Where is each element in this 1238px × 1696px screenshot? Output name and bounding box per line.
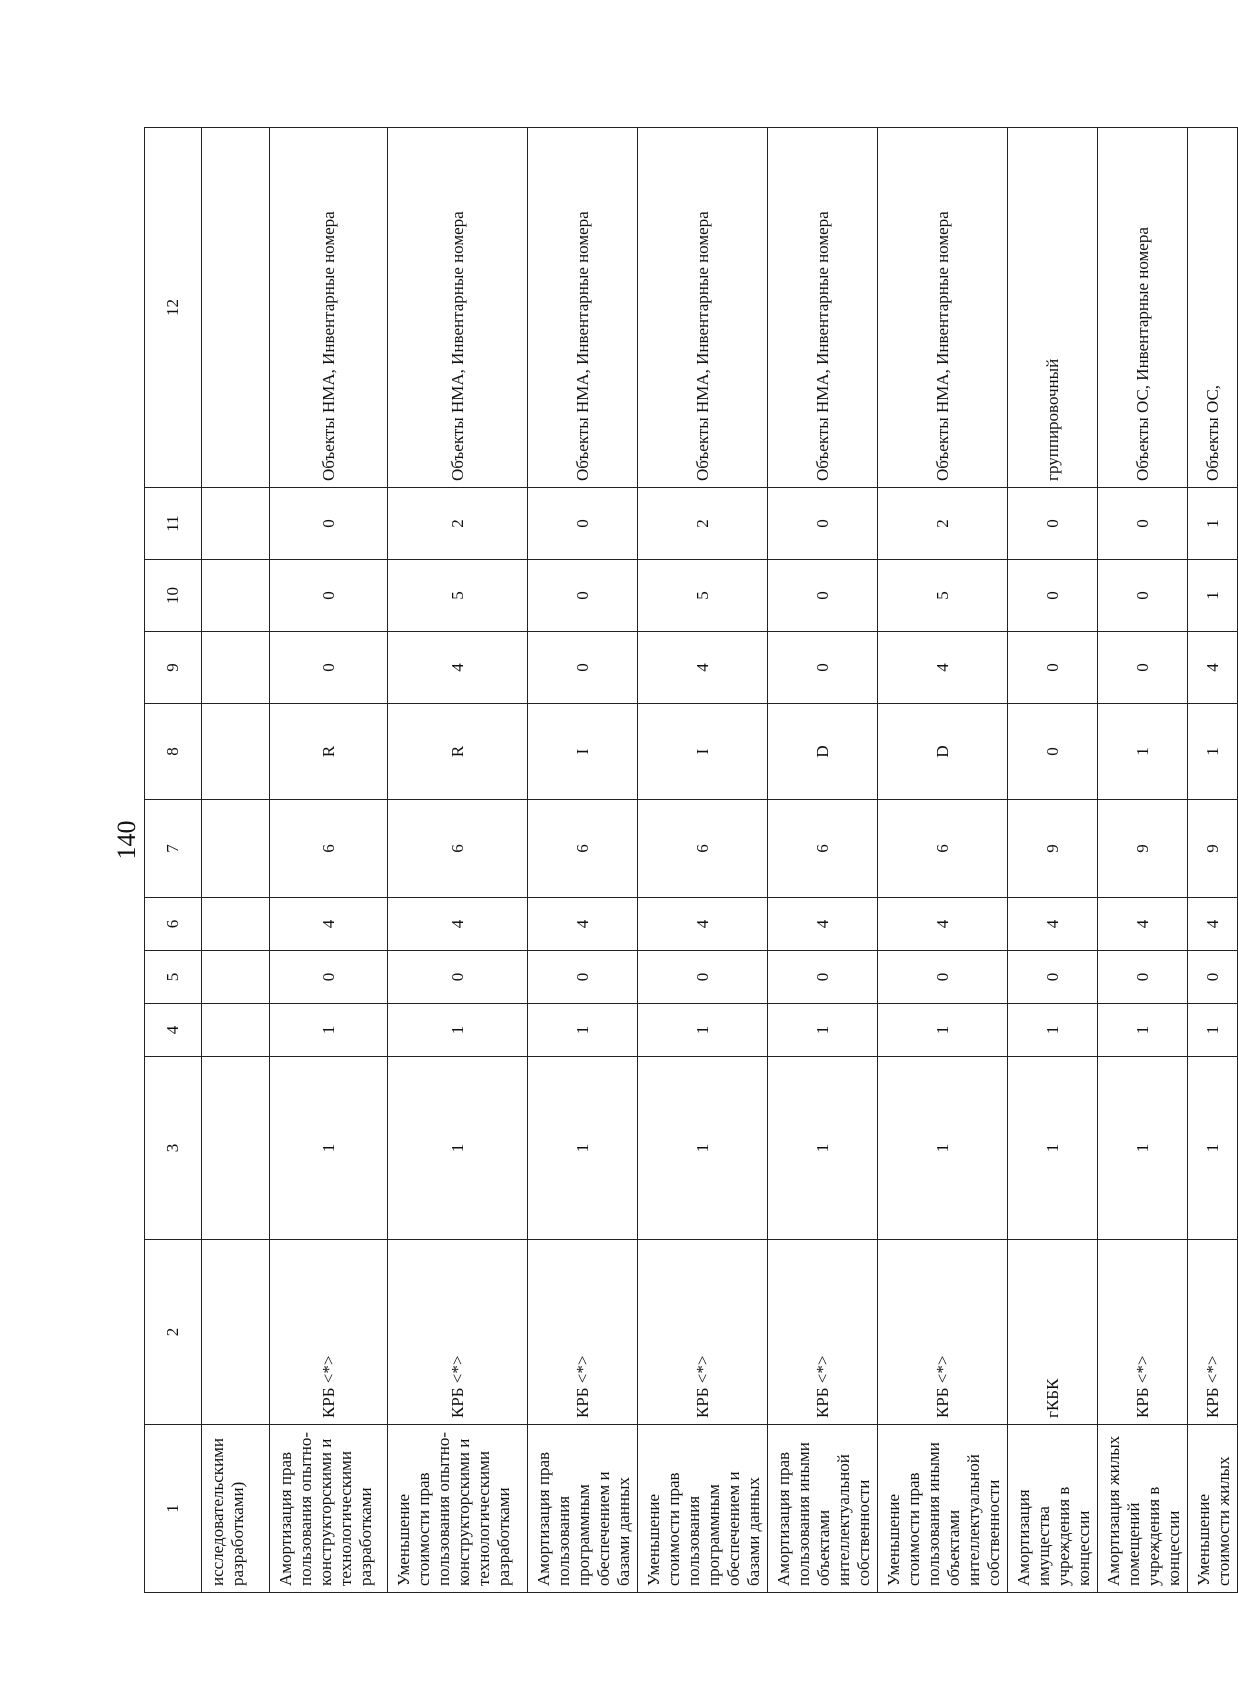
cell: 4 bbox=[270, 898, 388, 951]
cell: Объекты НМА, Инвентарные номера bbox=[388, 128, 528, 488]
cell bbox=[202, 951, 270, 1004]
cell: 0 bbox=[388, 951, 528, 1004]
cell: 1 bbox=[528, 1057, 638, 1240]
cell bbox=[202, 704, 270, 800]
cell: КРБ <*> bbox=[768, 1240, 878, 1425]
cell: КРБ <*> bbox=[638, 1240, 768, 1425]
cell bbox=[202, 898, 270, 951]
cell: 4 bbox=[638, 632, 768, 704]
cell: 4 bbox=[388, 632, 528, 704]
table-row bbox=[1098, 128, 1188, 1593]
cell: гКБК bbox=[1008, 1240, 1098, 1425]
cell: 6 bbox=[388, 800, 528, 898]
table-row bbox=[1188, 128, 1238, 1593]
cell: 1 bbox=[1188, 488, 1238, 560]
cell: 0 bbox=[1008, 704, 1098, 800]
table-row bbox=[528, 128, 638, 1593]
cell bbox=[202, 488, 270, 560]
cell: 4 bbox=[638, 898, 768, 951]
cell bbox=[202, 128, 270, 488]
table-row bbox=[878, 128, 1008, 1593]
cell: Объекты ОС, Инвентарные номера bbox=[1098, 128, 1188, 488]
cell: 0 bbox=[1188, 951, 1238, 1004]
cell: 4 bbox=[1098, 898, 1188, 951]
cell: 9 bbox=[1188, 800, 1238, 898]
cell bbox=[202, 1240, 270, 1425]
cell: 5 bbox=[388, 560, 528, 632]
column-number: 11 bbox=[145, 488, 202, 560]
cell: 0 bbox=[270, 632, 388, 704]
cell: 4 bbox=[1188, 898, 1238, 951]
column-number: 7 bbox=[145, 800, 202, 898]
cell: Объекты НМА, Инвентарные номера bbox=[528, 128, 638, 488]
row-name: Уменьшение стоимости прав пользования программным обеспечением и базами данных bbox=[638, 1425, 768, 1593]
cell: 1 bbox=[1188, 560, 1238, 632]
row-name: Уменьшение стоимости прав пользования иными объектами интеллектуальной собственности bbox=[878, 1425, 1008, 1593]
column-number: 4 bbox=[145, 1004, 202, 1057]
cell: 0 bbox=[1008, 951, 1098, 1004]
cell bbox=[202, 800, 270, 898]
cell: 0 bbox=[528, 488, 638, 560]
cell: 1 bbox=[1188, 704, 1238, 800]
row-name: Амортизация имущества учреждения в концессии bbox=[1008, 1425, 1098, 1593]
cell: 4 bbox=[1188, 632, 1238, 704]
cell: 0 bbox=[878, 951, 1008, 1004]
table-row bbox=[1008, 128, 1098, 1593]
cell: 1 bbox=[1008, 1004, 1098, 1057]
cell: D bbox=[768, 704, 878, 800]
cell: 0 bbox=[270, 951, 388, 1004]
cell: 4 bbox=[768, 898, 878, 951]
cell: 9 bbox=[1008, 800, 1098, 898]
cell: 1 bbox=[878, 1057, 1008, 1240]
cell: 0 bbox=[1008, 488, 1098, 560]
table-row bbox=[388, 128, 528, 1593]
cell: 1 bbox=[638, 1004, 768, 1057]
cell: КРБ <*> bbox=[1188, 1240, 1238, 1425]
cell: 6 bbox=[638, 800, 768, 898]
cell bbox=[202, 1057, 270, 1240]
cell: 1 bbox=[388, 1004, 528, 1057]
cell: 0 bbox=[768, 951, 878, 1004]
cell: 6 bbox=[878, 800, 1008, 898]
header-row bbox=[145, 128, 202, 1593]
cell: 0 bbox=[528, 632, 638, 704]
row-name: Амортизация прав пользования иными объектами интеллектуальной собственности bbox=[768, 1425, 878, 1593]
cell: группировочный bbox=[1008, 128, 1098, 488]
column-number: 8 bbox=[145, 704, 202, 800]
cell: 1 bbox=[1188, 1004, 1238, 1057]
cell: 1 bbox=[638, 1057, 768, 1240]
cell: Объекты НМА, Инвентарные номера bbox=[270, 128, 388, 488]
cell: 9 bbox=[1098, 800, 1188, 898]
cell: Объекты НМА, Инвентарные номера bbox=[638, 128, 768, 488]
cell: 1 bbox=[270, 1057, 388, 1240]
cell: 6 bbox=[768, 800, 878, 898]
cell: 4 bbox=[388, 898, 528, 951]
cell: 2 bbox=[878, 488, 1008, 560]
cell: I bbox=[528, 704, 638, 800]
accounting-table bbox=[144, 127, 1238, 1593]
cell: 1 bbox=[1098, 1057, 1188, 1240]
cell: Объекты НМА, Инвентарные номера bbox=[768, 128, 878, 488]
row-name: Амортизация жилых помещений учреждения в концессии bbox=[1098, 1425, 1188, 1593]
row-name: Амортизация прав пользования программным обеспечением и базами данных bbox=[528, 1425, 638, 1593]
cell: 4 bbox=[528, 898, 638, 951]
cell: КРБ <*> bbox=[1098, 1240, 1188, 1425]
cell: 0 bbox=[528, 951, 638, 1004]
cell: 0 bbox=[270, 560, 388, 632]
cell: 0 bbox=[1098, 560, 1188, 632]
cell: 4 bbox=[878, 632, 1008, 704]
cell: R bbox=[388, 704, 528, 800]
cell: 5 bbox=[638, 560, 768, 632]
cell bbox=[202, 632, 270, 704]
cell: 0 bbox=[638, 951, 768, 1004]
cell: 1 bbox=[1008, 1057, 1098, 1240]
cell: 0 bbox=[1008, 632, 1098, 704]
cell: 2 bbox=[638, 488, 768, 560]
cell: КРБ <*> bbox=[878, 1240, 1008, 1425]
row-name: Уменьшение стоимости прав пользования опытно-конструкторскими и технологическими разработками bbox=[388, 1425, 528, 1593]
column-number: 9 bbox=[145, 632, 202, 704]
cell: 4 bbox=[878, 898, 1008, 951]
cell: 5 bbox=[878, 560, 1008, 632]
cell: 6 bbox=[528, 800, 638, 898]
cell: КРБ <*> bbox=[270, 1240, 388, 1425]
column-number: 10 bbox=[145, 560, 202, 632]
cell: 1 bbox=[388, 1057, 528, 1240]
cell: 4 bbox=[1008, 898, 1098, 951]
table-row bbox=[202, 128, 270, 1593]
cell bbox=[202, 1004, 270, 1057]
column-number: 6 bbox=[145, 898, 202, 951]
column-number: 5 bbox=[145, 951, 202, 1004]
cell: 0 bbox=[1098, 951, 1188, 1004]
cell: D bbox=[878, 704, 1008, 800]
row-name: Амортизация прав пользования опытно-конструкторскими и технологическими разработками bbox=[270, 1425, 388, 1593]
cell: 1 bbox=[270, 1004, 388, 1057]
row-name: исследовательскими разработками) bbox=[202, 1425, 270, 1593]
column-number: 1 bbox=[145, 1425, 202, 1593]
cell: Объекты ОС, bbox=[1188, 128, 1238, 488]
cell: 1 bbox=[1098, 1004, 1188, 1057]
cell: 0 bbox=[528, 560, 638, 632]
cell: КРБ <*> bbox=[528, 1240, 638, 1425]
cell: R bbox=[270, 704, 388, 800]
cell: 2 bbox=[388, 488, 528, 560]
table-row bbox=[270, 128, 388, 1593]
cell: 1 bbox=[768, 1057, 878, 1240]
column-number: 3 bbox=[145, 1057, 202, 1240]
row-name: Уменьшение стоимости жилых bbox=[1188, 1425, 1238, 1593]
cell: 0 bbox=[1008, 560, 1098, 632]
column-number: 2 bbox=[145, 1240, 202, 1425]
cell: 1 bbox=[768, 1004, 878, 1057]
cell: 0 bbox=[1098, 632, 1188, 704]
cell: 0 bbox=[768, 488, 878, 560]
page-number: 140 bbox=[112, 820, 141, 860]
cell: 6 bbox=[270, 800, 388, 898]
cell: Объекты НМА, Инвентарные номера bbox=[878, 128, 1008, 488]
cell: 0 bbox=[270, 488, 388, 560]
cell: 1 bbox=[528, 1004, 638, 1057]
table-row bbox=[638, 128, 768, 1593]
rotated-table-wrapper bbox=[144, 128, 1233, 1593]
cell: 0 bbox=[768, 632, 878, 704]
cell bbox=[202, 560, 270, 632]
column-number: 12 bbox=[145, 128, 202, 488]
cell: 0 bbox=[768, 560, 878, 632]
cell: 1 bbox=[1188, 1057, 1238, 1240]
cell: 1 bbox=[878, 1004, 1008, 1057]
cell: 0 bbox=[1098, 488, 1188, 560]
cell: 1 bbox=[1098, 704, 1188, 800]
table-row bbox=[768, 128, 878, 1593]
cell: КРБ <*> bbox=[388, 1240, 528, 1425]
cell: I bbox=[638, 704, 768, 800]
